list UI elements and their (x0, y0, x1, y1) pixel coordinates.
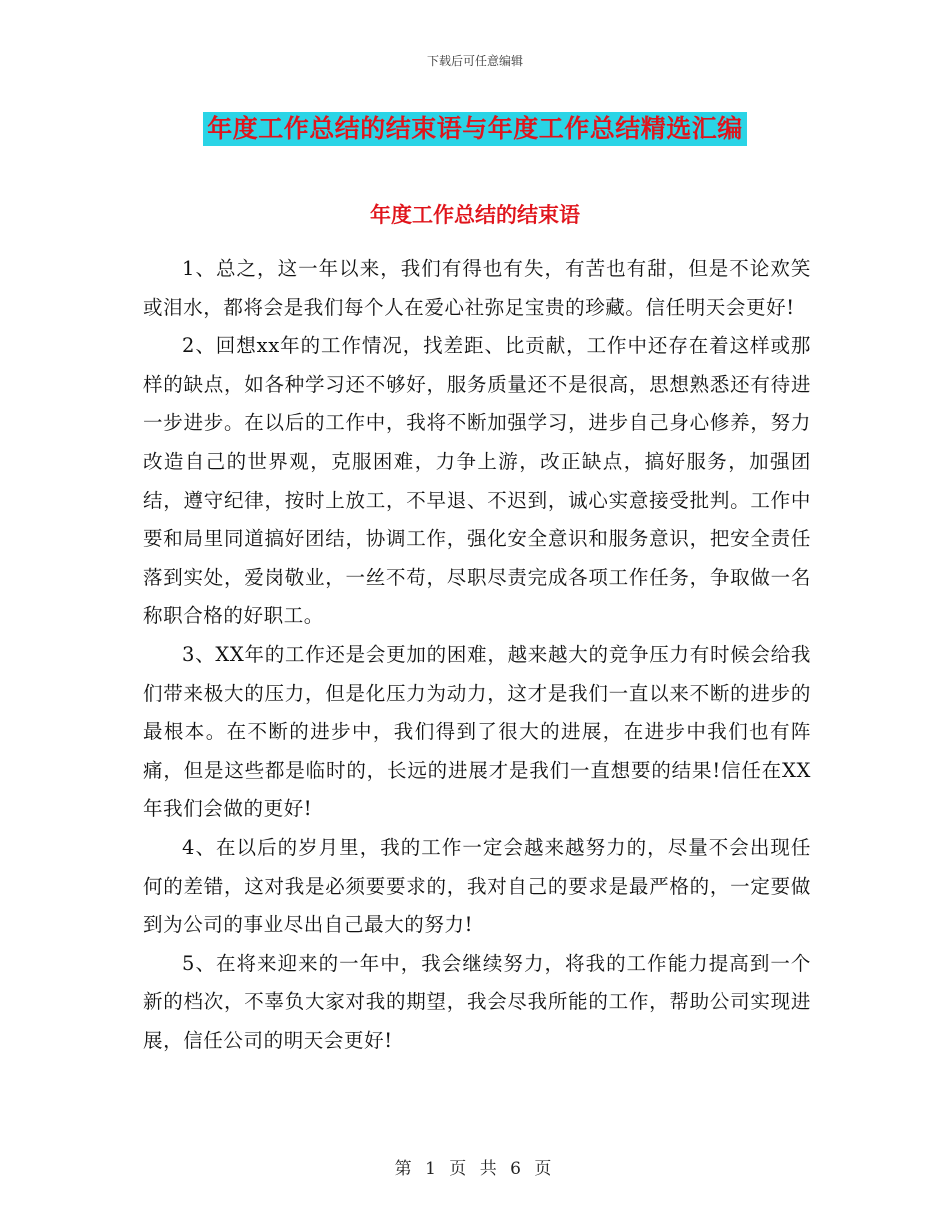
header-note: 下载后可任意编辑 (426, 54, 523, 68)
paragraph-2: 2、回想xx年的工作情况，找差距、比贡献，工作中还存在着这样或那样的缺点，如各种学习还不够好，服务质量还不是很高，思想熟悉还有待进一步进步。在以后的工作中，我将不断加强学习，进步自己身心修养，努力改造自己的世界观，克服困难，力争上游，改正缺点，搞好服务，加强团结，遵守纪律，按时上放工，不早退、不迟到，诚心实意接受批判。工作中要和局里同道搞好团结，协调工作，强化安全意识和服务意识，把安全责任落到实处，爱岗敬业，一丝不苟，尽职尽责完成各项工作任务，争取做一名称职合格的好职工。 (143, 334, 811, 628)
body-content (143, 250, 811, 1060)
paragraph-5: 5、在将来迎来的一年中，我会继续努力，将我的工作能力提高到一个新的档次，不辜负大家对我的期望，我会尽我所能的工作，帮助公司实现进展，信任公司的明天会更好! (143, 951, 811, 1052)
paragraph-4: 4、在以后的岁月里，我的工作一定会越来越努力的，尽量不会出现任何的差错，这对我是必须要要求的，我对自己的要求是最严格的，一定要做到为公司的事业尽出自己最大的努力! (143, 835, 811, 937)
section-subtitle: 年度工作总结的结束语 (370, 203, 580, 227)
main-title: 年度工作总结的结束语与年度工作总结精选汇编 (203, 112, 747, 146)
main-title-wrap (0, 112, 950, 146)
page-footer: 第 1 页 共 6 页 (394, 1159, 556, 1179)
paragraph-1: 1、总之，这一年以来，我们有得也有失，有苦也有甜，但是不论欢笑或泪水，都将会是我们每个人在爱心社弥足宝贵的珍藏。信任明天会更好! (143, 257, 811, 319)
paragraph-3: 3、XX年的工作还是会更加的困难，越来越大的竞争压力有时候会给我们带来极大的压力，但是化压力为动力，这才是我们一直以来不断的进步的最根本。在不断的进步中，我们得到了很大的进展，在进步中我们也有阵痛，但是这些都是临时的，长远的进展才是我们一直想要的结果!信任在XX年我们会做的更好! (143, 642, 811, 821)
